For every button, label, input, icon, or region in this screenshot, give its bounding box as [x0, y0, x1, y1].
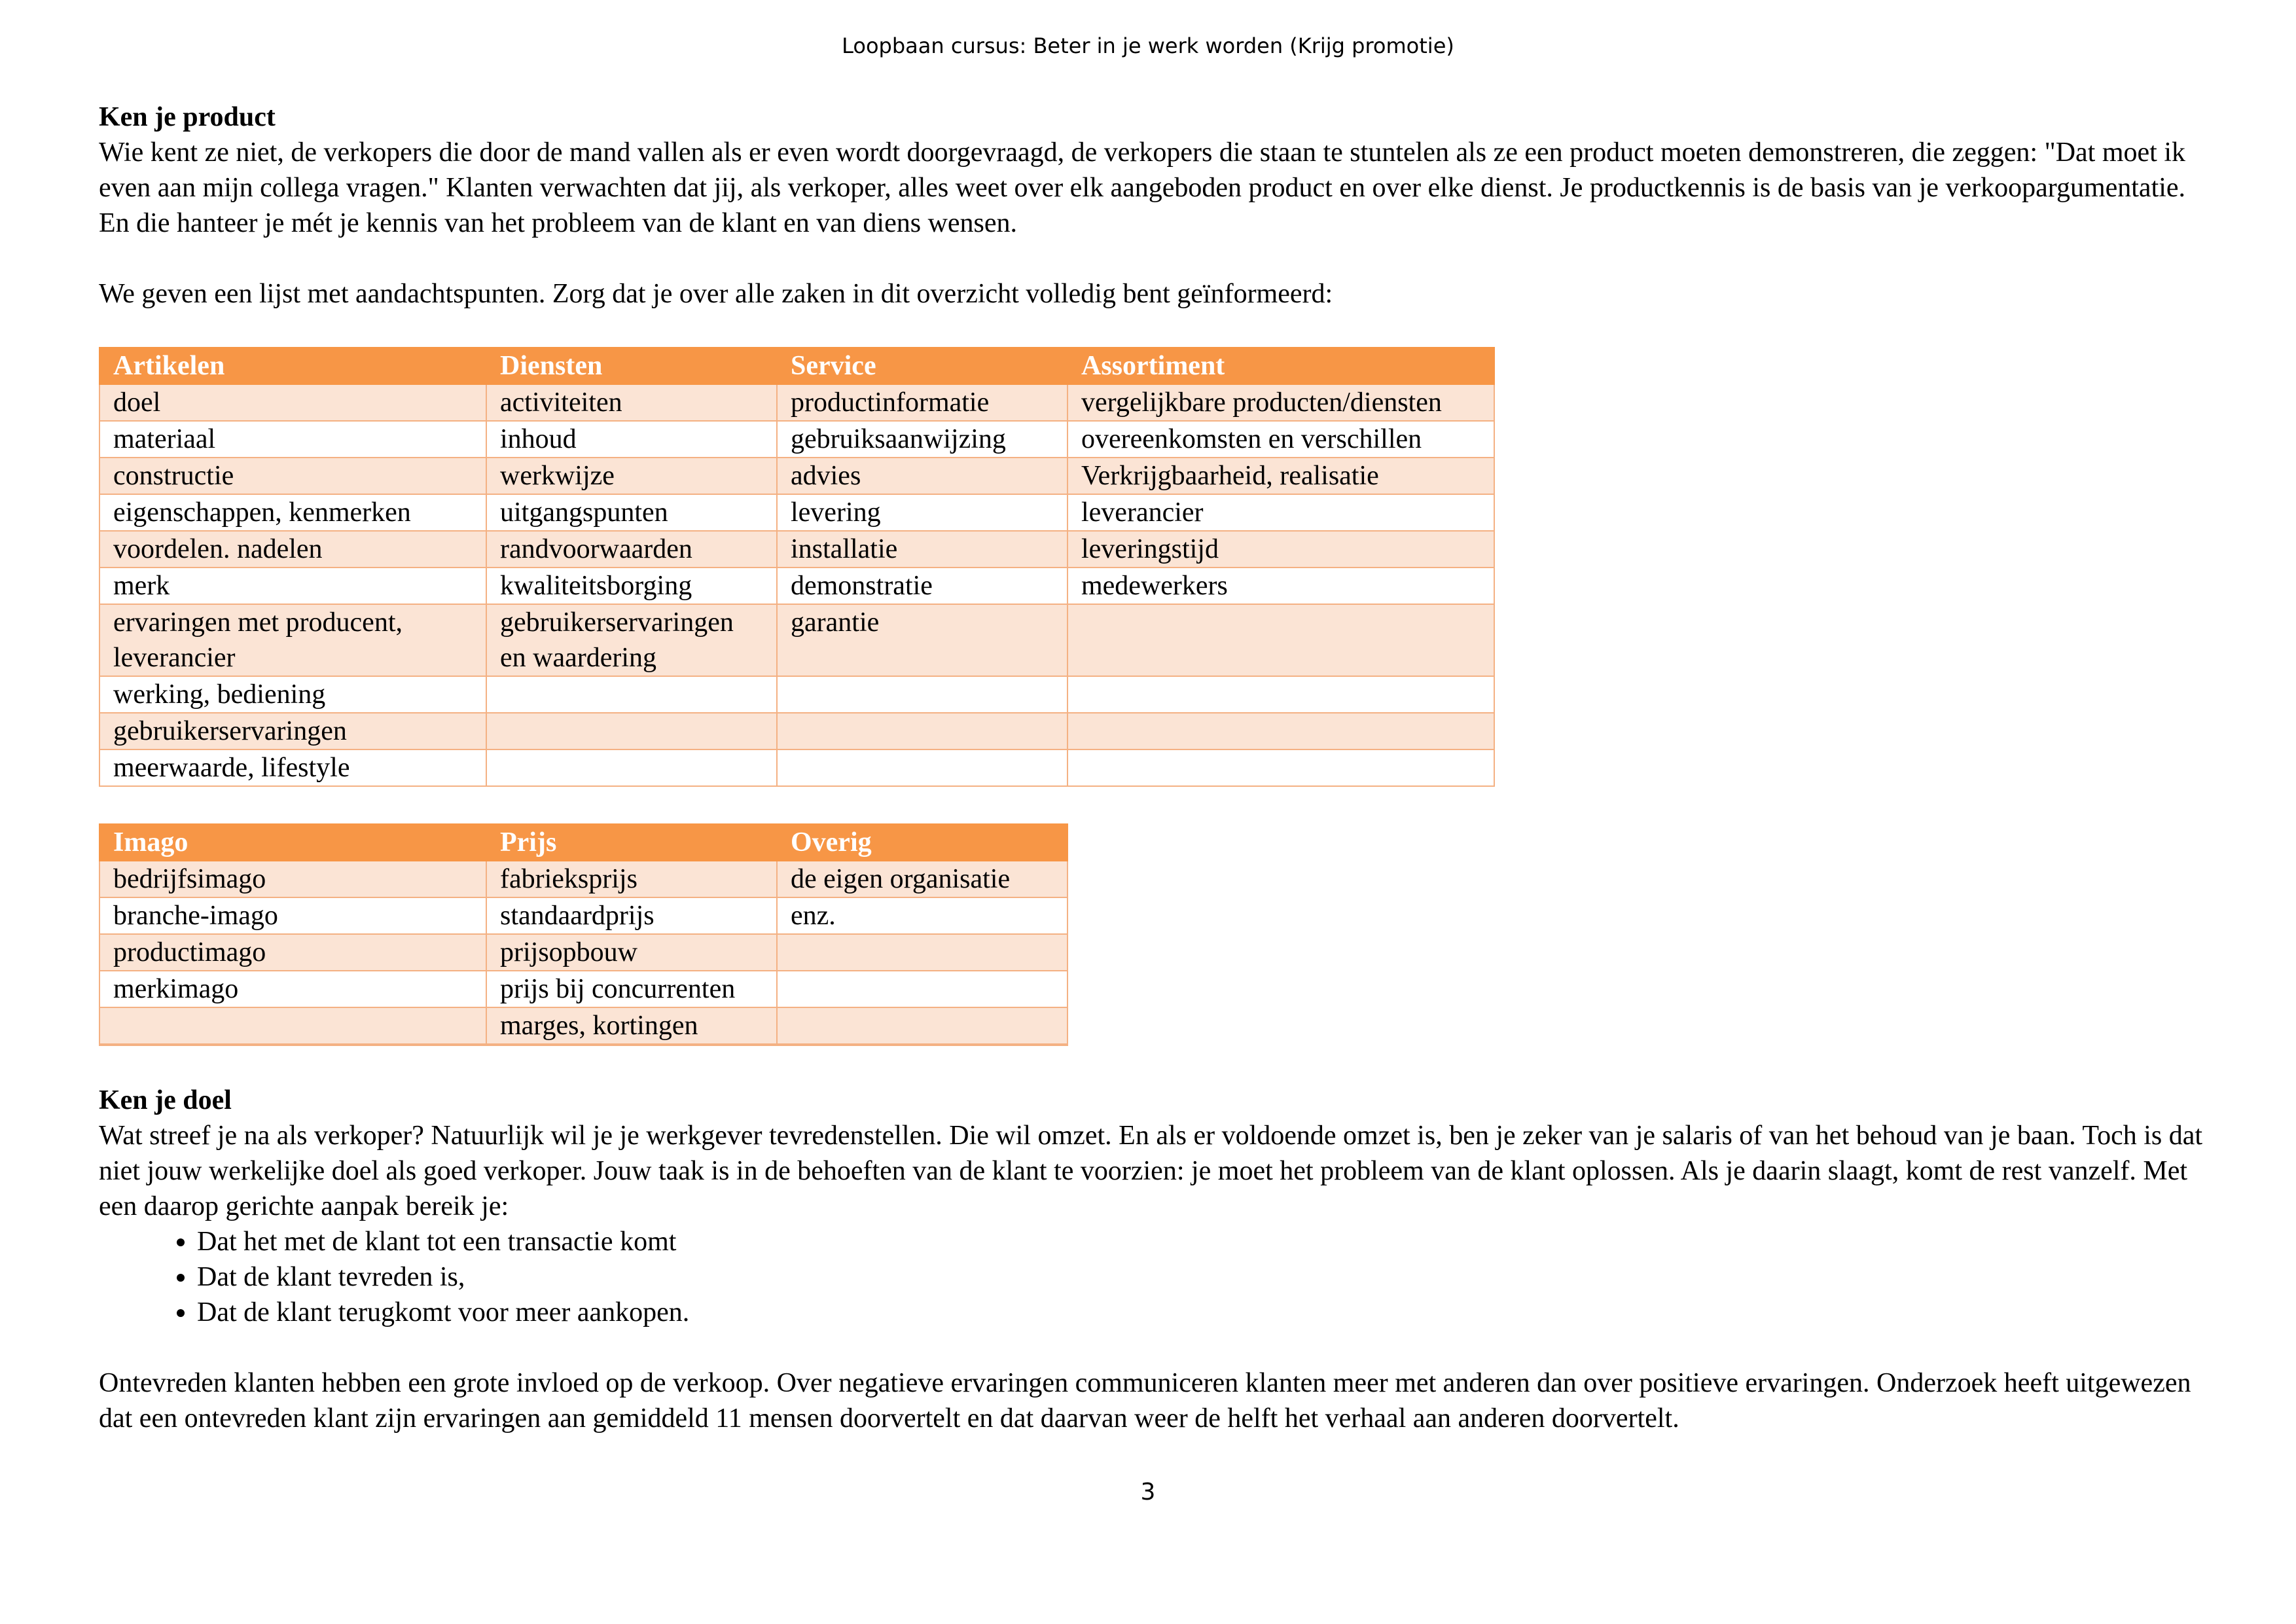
table-cell	[486, 676, 777, 713]
table-cell	[777, 676, 1067, 713]
table-header-cell: Artikelen	[99, 348, 486, 384]
table-cell: uitgangspunten	[486, 494, 777, 531]
table-cell: ervaringen met producent, leverancier	[99, 604, 486, 676]
table-cell: demonstratie	[777, 568, 1067, 604]
table-cell: doel	[99, 384, 486, 421]
table-cell: branche-imago	[99, 897, 486, 934]
table-cell: inhoud	[486, 421, 777, 458]
table-cell	[1067, 604, 1494, 676]
section-heading-product: Ken je product	[99, 102, 276, 132]
table-cell: leverancier	[1067, 494, 1494, 531]
table-header-cell: Assortiment	[1067, 348, 1494, 384]
table-cell: werking, bediening	[99, 676, 486, 713]
table-header-cell: Imago	[99, 824, 486, 861]
table-row	[99, 676, 1494, 713]
table-cell	[777, 934, 1067, 971]
table-header-cell: Diensten	[486, 348, 777, 384]
table-cell: prijsopbouw	[486, 934, 777, 971]
table-cell: eigenschappen, kenmerken	[99, 494, 486, 531]
table-cell: standaardprijs	[486, 897, 777, 934]
table-cell: Verkrijgbaarheid, realisatie	[1067, 458, 1494, 494]
table-cell: leveringstijd	[1067, 531, 1494, 568]
table-header-cell: Prijs	[486, 824, 777, 861]
table-cell: gebruikerservaringen en waardering	[486, 604, 777, 676]
table-cell: marges, kortingen	[486, 1007, 777, 1044]
table-cell: levering	[777, 494, 1067, 531]
table-cell: fabrieksprijs	[486, 861, 777, 897]
table-cell: installatie	[777, 531, 1067, 568]
table-cell: randvoorwaarden	[486, 531, 777, 568]
table-row	[99, 604, 1494, 676]
table-row	[99, 934, 1067, 971]
table-row	[99, 861, 1067, 897]
table-cell: materiaal	[99, 421, 486, 458]
table-cell: bedrijfsimago	[99, 861, 486, 897]
table-cell: productimago	[99, 934, 486, 971]
table-cell: activiteiten	[486, 384, 777, 421]
list-item: • Dat het met de klant tot een transactie komt	[197, 1224, 2213, 1259]
list-intro: We geven een lijst met aandachtspunten. Zorg dat je over alle zaken in dit overzicht volledig bent geïnformeerd:	[99, 279, 1333, 309]
table-cell: kwaliteitsborging	[486, 568, 777, 604]
table-row	[99, 494, 1494, 531]
table-row	[99, 384, 1494, 421]
table-cell: vergelijkbare producten/diensten	[1067, 384, 1494, 421]
table-header-row	[99, 824, 1067, 861]
table-cell: gebruikerservaringen	[99, 713, 486, 749]
table-cell	[777, 1044, 1067, 1045]
table-cell	[777, 1007, 1067, 1044]
table-cell: gebruiksaanwijzing	[777, 421, 1067, 458]
table-header-cell: Overig	[777, 824, 1067, 861]
goal-bullet-list	[99, 1224, 2213, 1330]
table-cell	[99, 1044, 486, 1045]
table-cell: enz.	[777, 897, 1067, 934]
table-cell: merk	[99, 568, 486, 604]
table-row	[99, 568, 1494, 604]
table-cell: voordelen. nadelen	[99, 531, 486, 568]
list-item: • Dat de klant tevreden is,	[197, 1259, 2213, 1295]
table-cell: garantie	[777, 604, 1067, 676]
table-header-cell: Service	[777, 348, 1067, 384]
table-cell: merkimago	[99, 971, 486, 1007]
table-cell	[99, 1007, 486, 1044]
page-number: 3	[1140, 1479, 1156, 1506]
list-item: • Dat de klant terugkomt voor meer aankopen.	[197, 1295, 2213, 1330]
table-row	[99, 458, 1494, 494]
table-cell	[777, 971, 1067, 1007]
product-aspects-table	[99, 347, 1495, 787]
page-header: Loopbaan cursus: Beter in je werk worden (Krijg promotie)	[842, 33, 1454, 58]
table-cell: productinformatie	[777, 384, 1067, 421]
table-row	[99, 971, 1067, 1007]
table-cell	[486, 1044, 777, 1045]
table-row	[99, 749, 1494, 786]
closing-paragraph: Ontevreden klanten hebben een grote invloed op de verkoop. Over negatieve ervaringen communiceren klanten meer met anderen dan over positieve ervaringen. Onderzoek heeft uitgewezen dat een ontevreden klant zijn ervaringen aan gemiddeld 11 mensen doorvertelt en dat daarvan weer de helft het verhaal aan anderen doorvertelt.	[99, 1368, 2191, 1434]
table-cell: overeenkomsten en verschillen	[1067, 421, 1494, 458]
table-cell	[777, 713, 1067, 749]
table-cell	[486, 749, 777, 786]
table-header-row	[99, 348, 1494, 384]
table-row	[99, 1007, 1067, 1044]
table-cell	[1067, 713, 1494, 749]
table-cell: advies	[777, 458, 1067, 494]
table-cell: prijs bij concurrenten	[486, 971, 777, 1007]
section-paragraph-goal: Wat streef je na als verkoper? Natuurlijk wil je je werkgever tevredenstellen. Die wil omzet. En als er voldoende omzet is, ben je zeker van je salaris of van het behoud van je baan. Toch is dat niet jouw werkelijke doel als goed verkoper. Jouw taak is in de behoeften van de klant te voorzien: je moet het probleem van de klant oplossen. Als je daarin slaagt, komt de rest vanzelf. Met een daarop gerichte aanpak bereik je:	[99, 1121, 2203, 1221]
table-cell	[1067, 676, 1494, 713]
table-row	[99, 897, 1067, 934]
table-row	[99, 713, 1494, 749]
table-cell: meerwaarde, lifestyle	[99, 749, 486, 786]
image-price-table	[99, 823, 1068, 1046]
table-row	[99, 421, 1494, 458]
section-heading-goal: Ken je doel	[99, 1085, 232, 1115]
table-row	[99, 1044, 1067, 1045]
table-cell	[777, 749, 1067, 786]
table-cell	[486, 713, 777, 749]
page-content	[99, 99, 2213, 1436]
table-cell	[1067, 749, 1494, 786]
section-paragraph-product: Wie kent ze niet, de verkopers die door de mand vallen als er even wordt doorgevraagd, de verkopers die staan te stuntelen als ze een product moeten demonstreren, die zeggen: "Dat moet ik even aan mijn collega vragen." Klanten verwachten dat jij, als verkoper, alles weet over elk aangeboden product en over elke dienst. Je productkennis is de basis van je verkoopargumentatie. En die hanteer je mét je kennis van het probleem van de klant en van diens wensen.	[99, 137, 2186, 238]
table-cell: werkwijze	[486, 458, 777, 494]
table-cell: constructie	[99, 458, 486, 494]
table-cell: de eigen organisatie	[777, 861, 1067, 897]
table-row	[99, 531, 1494, 568]
table-cell: medewerkers	[1067, 568, 1494, 604]
